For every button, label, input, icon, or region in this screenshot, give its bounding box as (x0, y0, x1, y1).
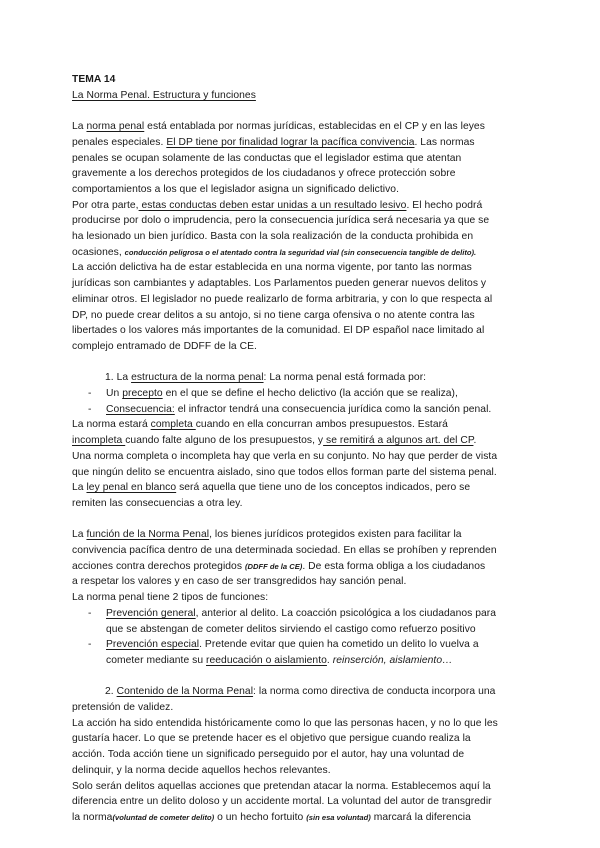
text-line: pretensión de validez. (72, 702, 174, 714)
term-completa: completa (150, 419, 196, 431)
term-funcion: función de la Norma Penal (86, 529, 210, 541)
example-note: conducción peligrosa o el atentado contra la seguridad vial (sin consecuencia tangible de delito). (124, 247, 477, 257)
text-line: ha lesionado un bien jurídico. Basta con la sola realización de la conducta prohibida en (72, 231, 474, 243)
text-line: acción. Toda acción tiene un significado perseguido por el autor, hay una voluntad de (72, 749, 465, 761)
text-line: La función de la Norma Penal, los bienes jurídicos protegidos existen para facilitar la (72, 529, 462, 541)
text-line: complejo entramado de DDFF de la CE. (72, 340, 257, 352)
dash-bullet: - (88, 388, 92, 400)
term-reeducacion: reeducación o aislamiento (206, 654, 327, 666)
text-line: La ley penal en blanco será aquella que tiene uno de los conceptos indicados, pero se (72, 482, 471, 494)
text-line: gustaría hacer. Lo que se pretende hacer es el objetivo que persigue cuando realiza la (72, 733, 471, 745)
term-incompleta: incompleta (72, 435, 126, 447)
text-line: a respetar los valores y en caso de ser transgredidos hay sanción penal. (72, 576, 407, 588)
text-line: DP, no puede crear delitos a su antojo, si no tiene carga ofensiva o no atente contra las (72, 309, 475, 321)
text-line: la norma(voluntad de cometer delito) o un hecho fortuito (sin esa voluntad) marcará la diferencia (72, 811, 471, 823)
text-line: cometer mediante su reeducación o aislamiento. reinserción, aislamiento… (106, 654, 453, 666)
voluntad-note: (voluntad de cometer delito) (112, 812, 215, 822)
term-precepto: precepto (122, 388, 163, 400)
text-line: La norma estará completa cuando en ella concurran ambos presupuestos. Estará (72, 419, 448, 431)
term-prevencion-general: Prevención general (106, 607, 196, 619)
text-line: La acción delictiva ha de estar establecida en una norma vigente, por tanto las normas (72, 262, 472, 274)
text-line: gravemente a los derechos protegidos de los ciudadanos y ofrece protección sobre (72, 168, 456, 180)
section-funcion (72, 527, 532, 668)
ddff-note: (DDFF de la CE) (244, 561, 303, 571)
text-line: comportamientos a los que el legislador asigna un significado delictivo. (72, 183, 399, 195)
text-line: La norma penal tiene 2 tipos de funciones: (72, 592, 269, 604)
section-heading: 1. La estructura de la norma penal: La norma penal está formada por: (105, 372, 427, 384)
text-line: remiten las consecuencias a otra ley. (72, 497, 243, 509)
term-norma-penal: norma penal (86, 121, 145, 133)
underlined-finalidad: El DP tiene por finalidad lograr la pacífica convivencia (166, 136, 415, 148)
term-prevencion-especial: Prevención especial (106, 639, 200, 651)
term-contenido: Contenido de la Norma Penal (116, 686, 254, 698)
section-estructura (72, 370, 532, 511)
list-item: - Prevención especial. Pretende evitar que quien ha cometido un delito lo vuelva a (72, 637, 532, 653)
text-line: incompleta cuando falte alguno de los presupuestos, y se remitirá a algunos art. del CP. (72, 435, 477, 447)
text-line: libertades o los valores más importantes de la comunidad. El DP español nace limitado al (72, 325, 485, 337)
sin-voluntad-note: (sin esa voluntad) (306, 812, 371, 822)
text-line: producirse por dolo o imprudencia, pero la consecuencia jurídica será necesaria ya que se (72, 215, 490, 227)
text-line: delinquir, y la norma decide aquellos hechos relevantes. (72, 764, 331, 776)
dash-bullet: - (88, 403, 92, 415)
underlined-resultado-lesivo: estas conductas deben estar unidas a un resultado lesivo (138, 199, 407, 211)
text-line: La norma penal está entablada por normas jurídicas, establecidas en el CP y en las leyes (72, 121, 485, 133)
document-subtitle: La Norma Penal. Estructura y funciones (72, 89, 256, 101)
document-title: TEMA 14 (72, 74, 116, 85)
text-line: acciones contra derechos protegidos (DDFF de la CE). De esta forma obliga a los ciudadanos (72, 560, 486, 572)
text-line: Una norma completa o incompleta hay que verla en su conjunto. No hay que perder de vista (72, 450, 498, 462)
term-consecuencia: Consecuencia: (106, 403, 175, 415)
intro-paragraph (72, 119, 532, 355)
list-item: - Prevención general, anterior al delito. La coacción psicológica a los ciudadanos para (72, 606, 532, 622)
text-line: convivencia pacífica dentro de una determinada sociedad. En ellas se prohíben y reprenden (72, 545, 497, 557)
text-line: Solo serán delitos aquellas acciones que pretendan atacar la norma. Establecemos aquí la (72, 780, 491, 792)
text-line: penales se ocupan solamente de las conductas que el legislador estima que atentan (72, 152, 462, 164)
text-line: jurídicas son cambiantes y adaptables. Los Parlamentos pueden generar nuevos delitos y (72, 278, 487, 290)
underlined-remitira: se remitirá a algunos art. del CP (323, 435, 474, 447)
list-item: - Consecuencia: el infractor tendrá una consecuencia jurídica como la sanción penal. (72, 402, 532, 418)
term-ley-penal-en-blanco: ley penal en blanco (86, 482, 177, 494)
list-item: - Un precepto en el que se define el hecho delictivo (la acción que se realiza), (72, 386, 532, 402)
example-note: reinserción, aislamiento… (332, 654, 453, 666)
section-contenido (72, 684, 532, 825)
text-line: eliminar otros. El legislador no puede realizarlo de forma arbitraria, y con lo que respecta al (72, 293, 493, 305)
dash-bullet: - (88, 639, 92, 651)
text-line: penales especiales. El DP tiene por finalidad lograr la pacífica convivencia. Las normas (72, 136, 475, 148)
term-estructura: estructura de la norma penal (131, 372, 264, 384)
text-line: ocasiones, conducción peligrosa o el atentado contra la seguridad vial (sin consecuencia tangible de delito). (72, 246, 477, 258)
text-line: Por otra parte, estas conductas deben estar unidas a un resultado lesivo. El hecho podrá (72, 199, 483, 211)
text-line: que ningún delito se encuentra aislado, sino que todos ellos forman parte del sistema penal. (72, 466, 497, 478)
dash-bullet: - (88, 607, 92, 619)
section-heading: 2. Contenido de la Norma Penal: la norma como directiva de conducta incorpora una (105, 686, 496, 698)
text-line: La acción ha sido entendida históricamente como lo que las personas hacen, y no lo que les (72, 717, 498, 729)
text-line: que se abstengan de cometer delitos sirviendo el castigo como refuerzo positivo (106, 623, 476, 635)
text-line: diferencia entre un delito doloso y un accidente mortal. La voluntad del autor de transgredir (72, 796, 492, 808)
